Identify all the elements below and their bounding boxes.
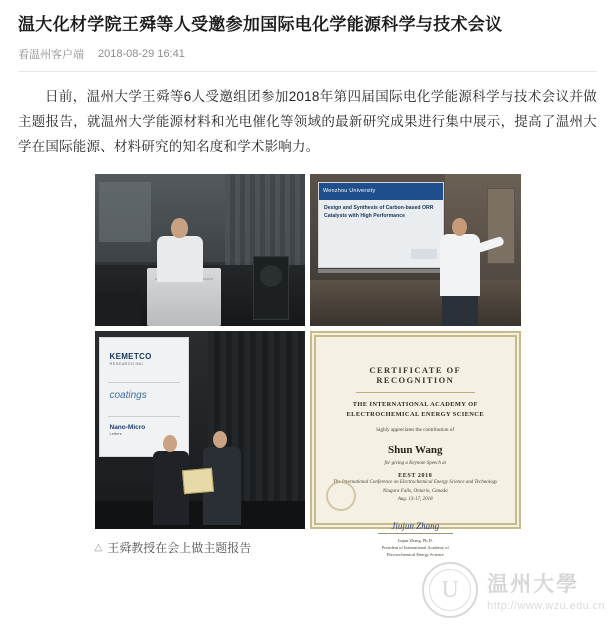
slide-logo (411, 249, 437, 259)
certificate-appreciation: highly appreciates the contribution of (376, 427, 455, 434)
certificate-signer-name: Jiujun Zhang, Ph.D. (397, 537, 433, 543)
presenter-legs (442, 292, 478, 326)
certificate-document (310, 331, 521, 557)
watermark (422, 562, 605, 618)
certificate-location: Niagara Falls, Ontario, Canada (382, 488, 448, 494)
certificate-date: Aug. 13-17, 2018 (397, 497, 433, 503)
photo-award-presentation (95, 331, 306, 529)
presenter-body (440, 234, 480, 296)
screen-shadow (318, 269, 442, 273)
award-plaque (182, 468, 214, 495)
sponsor-logo-coatings: coatings (109, 390, 147, 401)
sponsor-logo-kemetco (110, 352, 152, 366)
certificate-recipient: Shun Wang (387, 443, 443, 456)
stage-curtain (225, 174, 305, 268)
presenter-head (452, 218, 467, 236)
projection-screen (318, 182, 444, 268)
backdrop-divider-1 (108, 382, 180, 383)
university-seal-icon (422, 562, 478, 618)
watermark-url: http://www.wzu.edu.cn (487, 600, 605, 612)
photo-presentation-slide (310, 174, 521, 326)
recipient-head (163, 435, 177, 452)
article-source: 看温州客户端 (18, 49, 84, 62)
certificate-seal (326, 481, 356, 511)
presenter2-head (213, 431, 227, 448)
page-title: 温大化材学院王舜等人受邀参加国际电化学能源科学与技术会议 (18, 15, 503, 34)
certificate-signature-line (378, 533, 453, 534)
certificate-org-line-1: THE INTERNATIONAL ACADEMY OF (352, 401, 478, 408)
certificate-signature: Jiujun Zhang (391, 520, 440, 531)
certificate-title: CERTIFICATE OF RECOGNITION (369, 365, 462, 385)
article-meta (18, 46, 597, 72)
slide-title: Design and Synthesis of Carbon-based ORR Catalysts with High Performance (324, 205, 434, 219)
watermark-university-name: 温州大學 (487, 572, 580, 596)
certificate-event-full: The International Conference on Electrochemical Energy Science and Technology (333, 480, 498, 486)
triangle-icon: △ (94, 542, 103, 553)
watermark-text (487, 568, 605, 612)
speaker-head (171, 218, 188, 238)
sponsor-logo-kemetco-label: KEMETCO (109, 352, 152, 361)
loudspeaker (253, 256, 289, 320)
side-screen (99, 182, 151, 242)
stage-floor-dark (95, 501, 306, 529)
room-floor (310, 280, 521, 326)
sponsor-logo-nanomicro (110, 424, 146, 436)
slide-header: Wenzhou University (319, 183, 443, 200)
room-door (487, 188, 515, 264)
backdrop-divider-2 (108, 416, 180, 417)
article-figure (95, 174, 521, 556)
certificate-signer-title-2: Electrochemical Energy Science (386, 551, 444, 557)
certificate-for-line: for giving a Keynote Speech at (384, 460, 446, 466)
certificate-divider (356, 392, 475, 393)
audience-chairs (95, 292, 141, 326)
speaker-body (157, 236, 203, 282)
certificate-org-line-2: ELECTROCHEMICAL ENERGY SCIENCE (346, 410, 484, 418)
sponsor-logo-kemetco-sub: RESEARCH INC. (109, 361, 145, 366)
sponsor-logo-nanomicro-label: Nano-Micro (109, 424, 146, 431)
photo-certificate (310, 331, 521, 557)
figure-caption-text: 王舜教授在会上做主题报告 (107, 541, 252, 555)
article-date: 2018-08-29 16:41 (98, 48, 185, 61)
certificate-event-code: EEST 2018 (398, 473, 433, 480)
sponsor-logo-nanomicro-sub: Letters (109, 431, 122, 436)
photo-speaker-podium (95, 174, 306, 326)
article-body: 日前，温州大学王舜等6人受邀组团参加2018年第四届国际电化学能源科学与技术会议并做主题报告，就温州大学能源材料和光电催化等领域的最新研究成果进行集中展示，提高了温州大学在国际能源、材料研究的知名度和学术影响力。 (18, 89, 597, 155)
certificate-signer-title-1: President of International Academy of (381, 544, 449, 550)
